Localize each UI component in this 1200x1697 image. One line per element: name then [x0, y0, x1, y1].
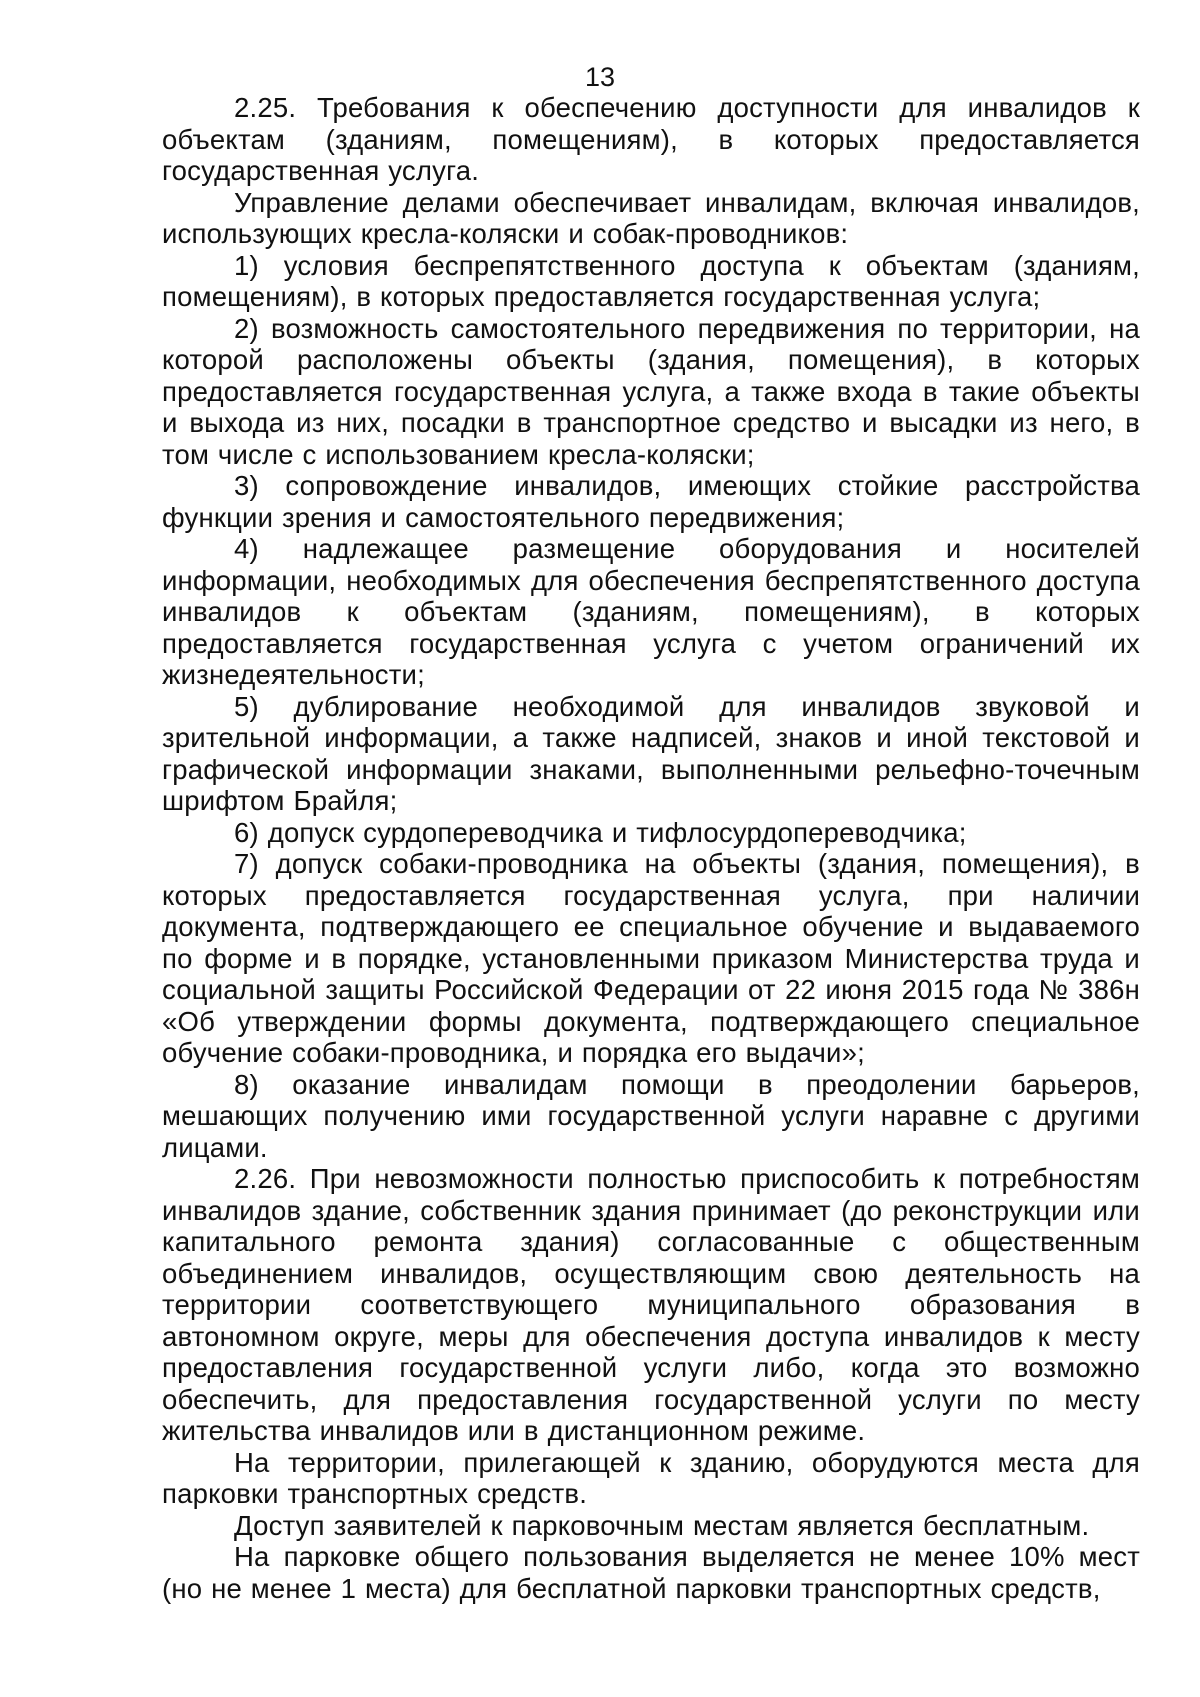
page-number: 13: [584, 62, 616, 92]
list-item-8: 8) оказание инвалидам помощи в преодолении барьеров, мешающих получению ими государственной услуги наравне с другими лицами.: [162, 1068, 1140, 1163]
paragraph-2-25: 2.25. Требования к обеспечению доступности для инвалидов к объектам (зданиям, помещениям), в которых предоставляется государственная услуга.: [162, 92, 1140, 186]
paragraph-parking-free: Доступ заявителей к парковочным местам является бесплатным.: [234, 1509, 1090, 1541]
list-item-5: 5) дублирование необходимой для инвалидов звуковой и зрительной информации, а также надписей, знаков и иной текстовой и графической информации знаками, выполненными рельефно-точечным шрифтом Брайля;: [162, 690, 1140, 816]
paragraph-intro: Управление делами обеспечивает инвалидам, включая инвалидов, использующих кресла-коляски и собак-проводников:: [162, 186, 1140, 249]
list-item-1: 1) условия беспрепятственного доступа к объектам (зданиям, помещениям), в которых предоставляется государственная услуга;: [162, 249, 1140, 312]
document-body: [162, 92, 1140, 1604]
paragraph-2-26: 2.26. При невозможности полностью приспособить к потребностям инвалидов здание, собственник здания принимает (до реконструкции или капитального ремонта здания) согласованные с общественным объединением инвалидов, осуществляющим свою деятельность на территории соответствующего муниципального образования в автономном округе, меры для обеспечения доступа инвалидов к месту предоставления государственной услуги либо, когда это возможно обеспечить, для предоставления государственной услуги по месту жительства инвалидов или в дистанционном режиме.: [162, 1163, 1140, 1446]
list-item-4: 4) надлежащее размещение оборудования и носителей информации, необходимых для обеспечения беспрепятственного доступа инвалидов к объектам (зданиям, помещениям), в которых предоставляется государственная услуга с учетом ограничений их жизнедеятельности;: [162, 533, 1140, 690]
list-item-6: 6) допуск сурдопереводчика и тифлосурдопереводчика;: [234, 816, 967, 848]
list-item-3: 3) сопровождение инвалидов, имеющих стойкие расстройства функции зрения и самостоятельного передвижения;: [162, 470, 1140, 533]
paragraph-parking-places: На территории, прилегающей к зданию, оборудуются места для парковки транспортных средств.: [162, 1446, 1140, 1509]
list-item-2: 2) возможность самостоятельного передвижения по территории, на которой расположены объекты (здания, помещения), в которых предоставляется государственная услуга, а также входа в такие объекты и выхода из них, посадки в транспортное средство и высадки из него, в том числе с использованием кресла-коляски;: [162, 312, 1140, 470]
paragraph-parking-share: На парковке общего пользования выделяется не менее 10% мест (но не менее 1 места) для бесплатной парковки транспортных средств,: [162, 1541, 1140, 1604]
list-item-7: 7) допуск собаки-проводника на объекты (здания, помещения), в которых предоставляется государственная услуга, при наличии документа, подтверждающего ее специальное обучение и выдаваемого по форме и в порядке, установленными приказом Министерства труда и социальной защиты Российской Федерации от 22 июня 2015 года № 386н «Об утверждении формы документа, подтверждающего специальное обучение собаки-проводника, и порядка его выдачи»;: [162, 848, 1140, 1068]
